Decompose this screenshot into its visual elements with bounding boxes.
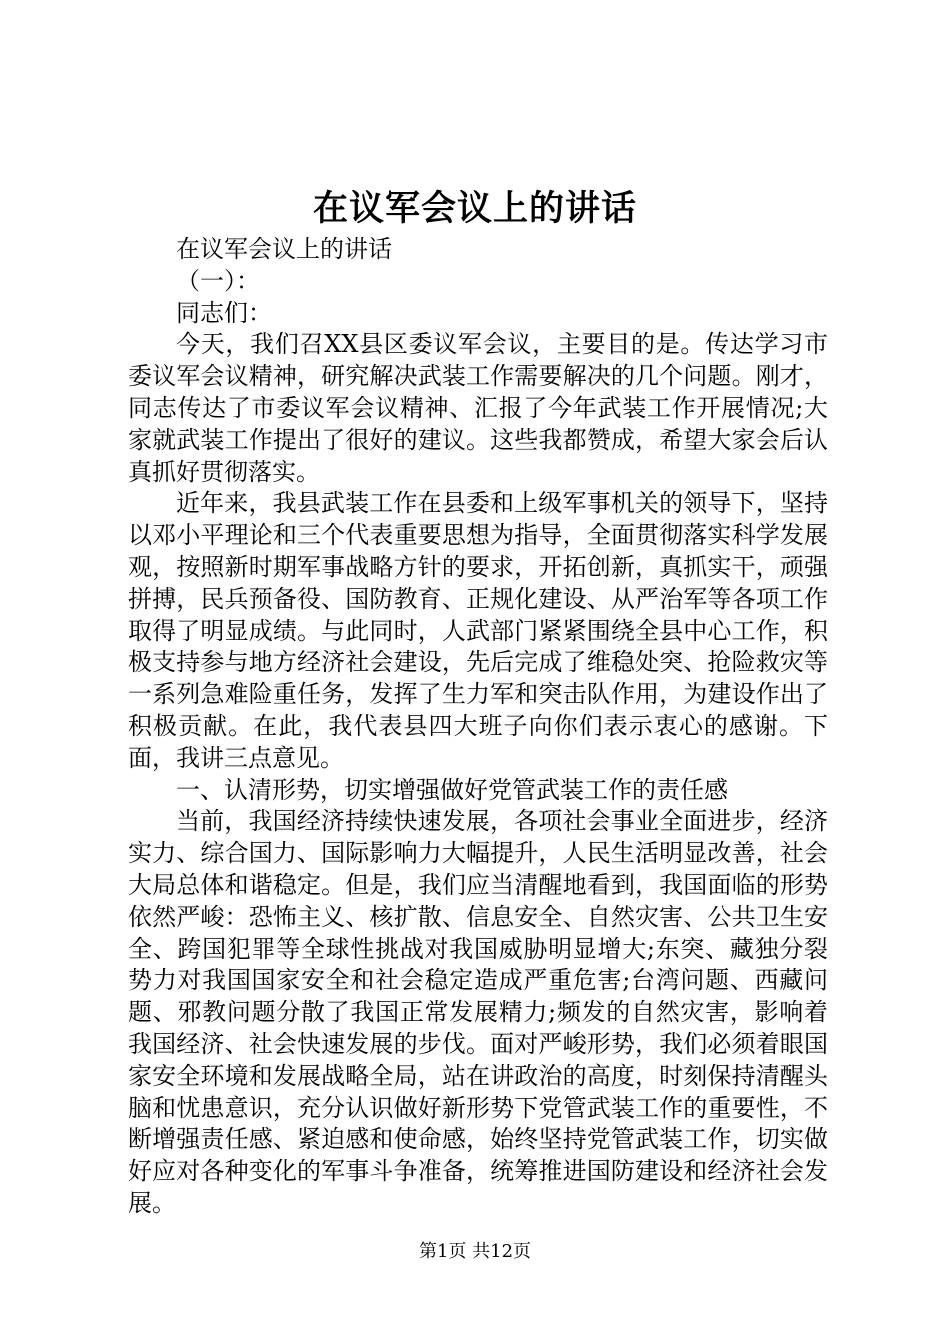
body-paragraph: 近年来，我县武装工作在县委和上级军事机关的领导下，坚持以邓小平理论和三个代表重要思想为指导，全面贯彻落实科学发展观，按照新时期军事战略方针的要求，开拓创新，真抓实干，顽强拼搏，民兵预备役、国防教育、正规化建设、从严治军等各项工作取得了明显成绩。与此同时，人武部门紧紧围绕全县中心工作，积极支持参与地方经济社会建设，先后完成了维稳处突、抢险救灾等一系列急难险重任务，发挥了生力军和突击队作用，为建设作出了积极贡献。在此，我代表县四大班子向你们表示衷心的感谢。下面，我讲三点意见。	[128, 489, 828, 772]
document-title: 在议军会议上的讲话	[312, 188, 637, 229]
body-paragraph: 当前，我国经济持续快速发展，各项社会事业全面进步，经济实力、综合国力、国际影响力大幅提升，人民生活明显改善，社会大局总体和谐稳定。但是，我们应当清醒地看到，我国面临的形势依然严峻：恐怖主义、核扩散、信息安全、自然灾害、公共卫生安全、跨国犯罪等全球性挑战对我国威胁明显增大;东突、藏独分裂势力对我国国家安全和社会稳定造成严重危害;台湾问题、西藏问题、邪教问题分散了我国正常发展精力;频发的自然灾害，影响着我国经济、社会快速发展的步伐。面对严峻形势，我们必须着眼国家安全环境和发展战略全局，站在讲政治的高度，时刻保持清醒头脑和忧患意识，充分认识做好新形势下党管武装工作的重要性，不断增强责任感、紧迫感和使命感，始终坚持党管武装工作，切实做好应对各种变化的军事斗争准备，统筹推进国防建设和经济社会发展。	[128, 807, 828, 1217]
body-paragraph: 今天，我们召XX县区委议军会议，主要目的是。传达学习市委议军会议精神，研究解决武装工作需要解决的几个问题。刚才，同志传达了市委议军会议精神、汇报了今年武装工作开展情况;大家就武装工作提出了很好的建议。这些我都赞成，希望大家会后认真抓好贯彻落实。	[128, 330, 828, 486]
salutation: 同志们：	[176, 298, 272, 327]
section-heading: 一、认清形势，切实增强做好党管武装工作的责任感	[176, 775, 728, 804]
section-marker: （一）：	[176, 266, 260, 295]
document-body	[128, 234, 828, 1220]
page-number-footer: 第1页 共12页	[418, 1241, 532, 1262]
subtitle-paragraph: 在议军会议上的讲话	[176, 235, 392, 263]
